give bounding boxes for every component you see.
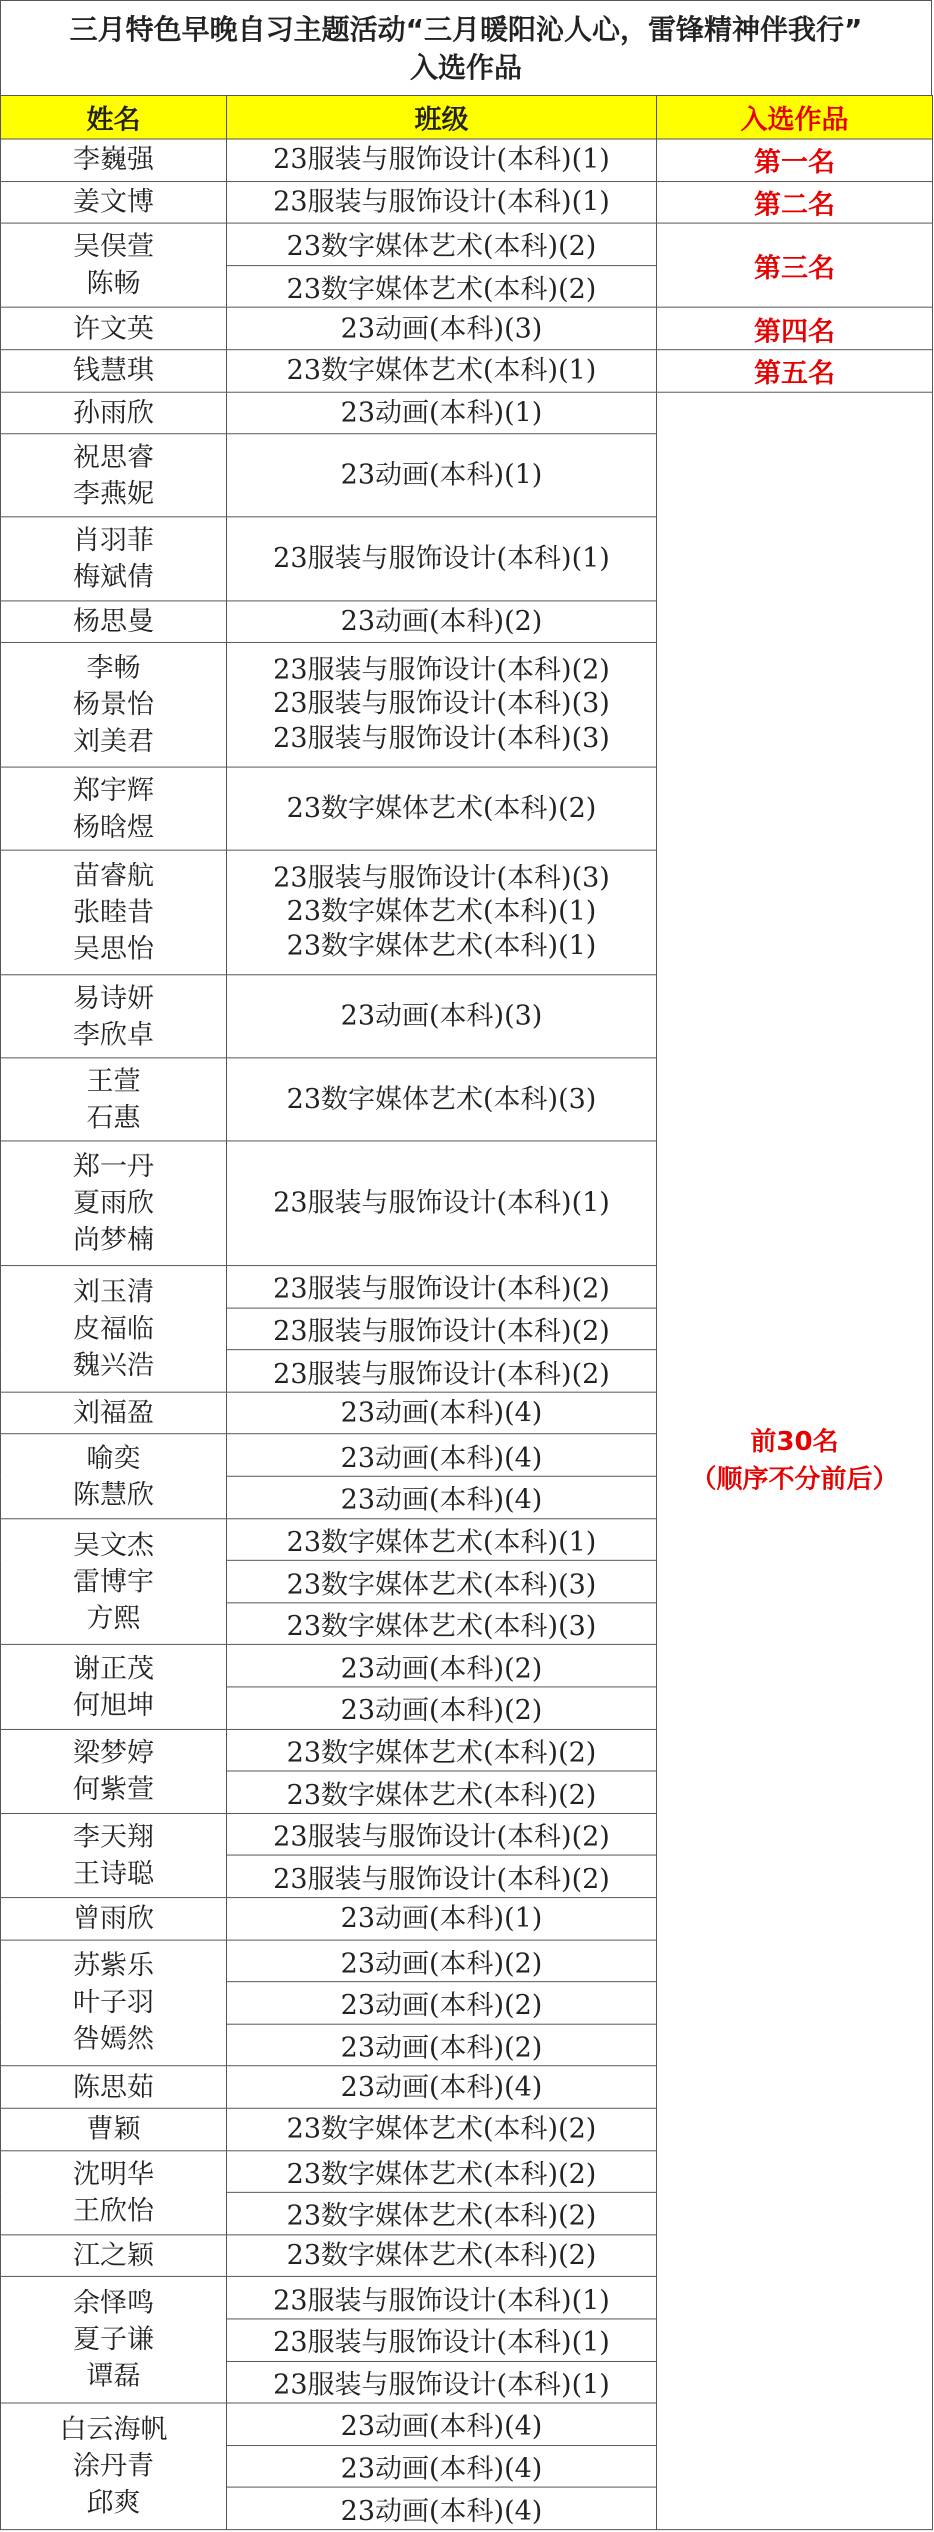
student-name: 方熙 (86, 1602, 141, 1634)
class-cell (227, 139, 657, 181)
student-names (1, 2066, 227, 2108)
student-name: 吴思怡 (73, 933, 154, 965)
student-names (1, 1058, 227, 1141)
class-cell: 23数字媒体艺术(本科)(2) (227, 265, 657, 307)
table-body (1, 139, 933, 2529)
class-cell: 23动画(本科)(4) (227, 1476, 657, 1518)
student-name: 余怿鸣 (73, 2288, 154, 2319)
student-name: 涂丹青 (73, 2450, 154, 2482)
class-cell: 23数字媒体艺术(本科)(3) (227, 1561, 657, 1603)
class-cell (227, 2108, 657, 2150)
class-cell: 23数字媒体艺术(本科)(2) (227, 2150, 657, 2192)
student-name: 刘福盈 (73, 1397, 154, 1429)
student-name: 张睦昔 (73, 897, 154, 928)
class-cell: 23动画(本科)(4) (227, 2403, 657, 2445)
student-name: 许文英 (73, 313, 154, 344)
class-cell: 23动画(本科)(2) (227, 1687, 657, 1729)
class-cell: 23动画(本科)(4) (227, 2445, 657, 2487)
class-cell (227, 350, 657, 392)
student-name: 苏紫乐 (73, 1950, 154, 1982)
student-name: 刘美君 (73, 726, 154, 757)
class-cell: 23数字媒体艺术(本科)(2) (227, 223, 657, 265)
student-name: 曾雨欣 (73, 1903, 154, 1934)
class-cell: 23数字媒体艺术(本科)(3) (227, 1603, 657, 1645)
student-name: 皮福临 (73, 1313, 154, 1345)
student-name: 夏雨欣 (73, 1188, 154, 1219)
class-name: 23动画(本科)(1) (340, 460, 543, 491)
class-cell (227, 2066, 657, 2108)
student-name: 王欣怡 (73, 2195, 154, 2227)
student-names (1, 767, 227, 850)
student-name: 吴文杰 (73, 1529, 154, 1561)
student-names (1, 1898, 227, 1940)
class-name: 23数字媒体艺术(本科)(1) (286, 355, 597, 387)
student-names (1, 223, 227, 307)
class-cell (227, 181, 657, 223)
class-cell: 23服装与服饰设计(本科)(2) (227, 1813, 657, 1855)
header-name: 姓名 (1, 95, 227, 139)
sheet-title (0, 0, 932, 95)
class-cell (227, 517, 657, 600)
class-cell: 23动画(本科)(2) (227, 2024, 657, 2066)
student-names (1, 1813, 227, 1897)
award-rank: 第一名 (657, 139, 933, 181)
student-name: 吴俣萱 (73, 231, 154, 263)
student-name: 江之颖 (73, 2240, 154, 2272)
student-names (1, 392, 227, 434)
student-name: 杨景怡 (73, 689, 154, 721)
student-name: 梅斌倩 (73, 561, 154, 593)
class-cell: 23服装与服饰设计(本科)(1) (227, 2361, 657, 2403)
class-cell: 23服装与服饰设计(本科)(1) (227, 2319, 657, 2361)
student-name: 李燕妮 (73, 478, 154, 510)
class-name: 23动画(本科)(4) (340, 2071, 543, 2103)
student-name: 白云海帆 (59, 2414, 168, 2446)
student-name: 祝思睿 (73, 441, 154, 473)
class-name: 23动画(本科)(3) (340, 313, 543, 344)
student-names (1, 139, 227, 181)
student-name: 夏子谦 (73, 2324, 154, 2356)
top30-note: （顺序不分前后） (690, 1464, 899, 1495)
class-cell: 23动画(本科)(4) (227, 1434, 657, 1476)
class-cell (227, 1058, 657, 1141)
class-name: 23数字媒体艺术(本科)(2) (286, 2240, 597, 2272)
student-names (1, 517, 227, 600)
student-name: 叶子羽 (73, 1987, 154, 2019)
award-rank: 第五名 (657, 350, 933, 392)
class-name: 23数字媒体艺术(本科)(1) (286, 896, 597, 928)
student-name: 喻奕 (86, 1442, 141, 1474)
student-name: 陈慧欣 (73, 1479, 154, 1510)
student-name: 沈明华 (73, 2158, 154, 2190)
student-names (1, 850, 227, 974)
student-name: 魏兴浩 (73, 1350, 154, 1381)
student-name: 谢正茂 (73, 1653, 154, 1684)
student-names (1, 643, 227, 767)
class-name: 23动画(本科)(3) (340, 1000, 543, 1032)
table-row (1, 392, 933, 434)
top30-cell (657, 392, 933, 2530)
student-name: 钱慧琪 (73, 355, 154, 387)
class-name: 23动画(本科)(2) (340, 606, 543, 637)
class-name: 23动画(本科)(1) (340, 397, 543, 429)
table-row (1, 223, 933, 265)
student-name: 杨晗煜 (73, 811, 154, 843)
student-names (1, 2403, 227, 2529)
class-cell: 23动画(本科)(2) (227, 1982, 657, 2024)
class-name: 23服装与服饰设计(本科)(1) (273, 543, 610, 575)
class-name: 23服装与服饰设计(本科)(3) (273, 688, 610, 720)
table-row (1, 308, 933, 350)
class-cell: 23数字媒体艺术(本科)(2) (227, 1771, 657, 1813)
student-name: 邱爽 (86, 2487, 141, 2519)
student-name: 雷博宇 (73, 1566, 154, 1597)
student-names (1, 2277, 227, 2403)
class-cell: 23动画(本科)(2) (227, 1645, 657, 1687)
class-cell (227, 600, 657, 642)
header-class: 班级 (227, 95, 657, 139)
class-cell: 23服装与服饰设计(本科)(2) (227, 1855, 657, 1897)
class-cell (227, 1898, 657, 1940)
student-name: 苗睿航 (73, 860, 154, 892)
class-cell (227, 1392, 657, 1434)
student-name: 何旭坤 (73, 1689, 154, 1721)
class-cell (227, 392, 657, 434)
class-name: 23服装与服饰设计(本科)(1) (273, 144, 610, 176)
student-name: 陈畅 (86, 268, 141, 300)
student-names (1, 2150, 227, 2234)
student-names (1, 2235, 227, 2277)
student-name: 李巍强 (73, 144, 154, 176)
class-cell (227, 1141, 657, 1265)
class-name: 23动画(本科)(1) (340, 1903, 543, 1934)
student-name: 咎嫣然 (73, 2024, 154, 2055)
student-name: 郑一丹 (73, 1151, 154, 1183)
student-names (1, 600, 227, 642)
student-name: 肖羽菲 (73, 525, 154, 556)
award-rank: 第三名 (657, 223, 933, 307)
student-names (1, 975, 227, 1058)
student-name: 李畅 (86, 652, 141, 684)
class-cell: 23服装与服饰设计(本科)(2) (227, 1308, 657, 1350)
student-names (1, 1645, 227, 1729)
student-name: 石惠 (86, 1102, 141, 1134)
student-name: 谭磊 (86, 2361, 141, 2392)
table-row (1, 139, 933, 181)
student-name: 郑宇辉 (73, 775, 154, 806)
class-cell (227, 767, 657, 850)
table-row (1, 181, 933, 223)
class-cell: 23动画(本科)(4) (227, 2487, 657, 2529)
class-cell (227, 975, 657, 1058)
student-names (1, 1392, 227, 1434)
student-name: 陈思茹 (73, 2071, 154, 2103)
class-name: 23数字媒体艺术(本科)(2) (286, 2113, 597, 2145)
student-names (1, 1266, 227, 1392)
student-names (1, 434, 227, 517)
title-line-2: 入选作品 (409, 51, 522, 84)
class-name: 23数字媒体艺术(本科)(3) (286, 1084, 597, 1115)
class-cell: 23数字媒体艺术(本科)(2) (227, 1729, 657, 1771)
class-name: 23动画(本科)(4) (340, 1397, 543, 1429)
class-name: 23数字媒体艺术(本科)(1) (286, 930, 597, 962)
class-name: 23服装与服饰设计(本科)(1) (273, 186, 610, 218)
student-names (1, 1141, 227, 1265)
class-cell (227, 308, 657, 350)
student-name: 李欣卓 (73, 1019, 154, 1050)
class-cell: 23数字媒体艺术(本科)(2) (227, 2192, 657, 2234)
award-rank: 第二名 (657, 181, 933, 223)
student-names (1, 1434, 227, 1518)
student-names (1, 1940, 227, 2066)
student-name: 梁梦婷 (73, 1737, 154, 1769)
student-name: 何紫萱 (73, 1774, 154, 1805)
student-name: 杨思曼 (73, 606, 154, 637)
class-cell: 23服装与服饰设计(本科)(2) (227, 1266, 657, 1308)
student-name: 李天翔 (73, 1821, 154, 1853)
top30-label: 前30名 (750, 1427, 839, 1457)
student-names (1, 308, 227, 350)
student-names (1, 1729, 227, 1813)
class-name: 23服装与服饰设计(本科)(2) (273, 654, 610, 686)
class-cell: 23服装与服饰设计(本科)(2) (227, 1350, 657, 1392)
title-line-1: 三月特色早晚自习主题活动“三月暖阳沁人心，雷锋精神伴我行” (69, 13, 863, 46)
class-cell: 23服装与服饰设计(本科)(1) (227, 2277, 657, 2319)
class-name: 23服装与服饰设计(本科)(3) (273, 862, 610, 893)
student-name: 刘玉清 (73, 1276, 154, 1308)
class-cell: 23数字媒体艺术(本科)(1) (227, 1518, 657, 1560)
class-cell (227, 643, 657, 767)
class-name: 23服装与服饰设计(本科)(3) (273, 722, 610, 754)
student-name: 王萱 (86, 1065, 141, 1097)
student-name: 孙雨欣 (73, 397, 154, 429)
class-name: 23服装与服饰设计(本科)(1) (273, 1188, 610, 1219)
award-rank: 第四名 (657, 308, 933, 350)
class-cell (227, 2235, 657, 2277)
class-cell: 23动画(本科)(2) (227, 1940, 657, 1982)
class-cell (227, 434, 657, 517)
student-name: 易诗妍 (73, 982, 154, 1014)
student-name: 曹颖 (86, 2113, 141, 2145)
student-names (1, 1518, 227, 1644)
class-cell (227, 850, 657, 974)
student-names (1, 181, 227, 223)
student-names (1, 350, 227, 392)
table-row (1, 350, 933, 392)
student-names (1, 2108, 227, 2150)
header-award: 入选作品 (657, 95, 933, 139)
student-name: 姜文博 (73, 186, 154, 218)
class-name: 23数字媒体艺术(本科)(2) (286, 793, 597, 824)
student-name: 尚梦楠 (73, 1224, 154, 1256)
winners-table (0, 95, 933, 2530)
student-name: 王诗聪 (73, 1858, 154, 1890)
